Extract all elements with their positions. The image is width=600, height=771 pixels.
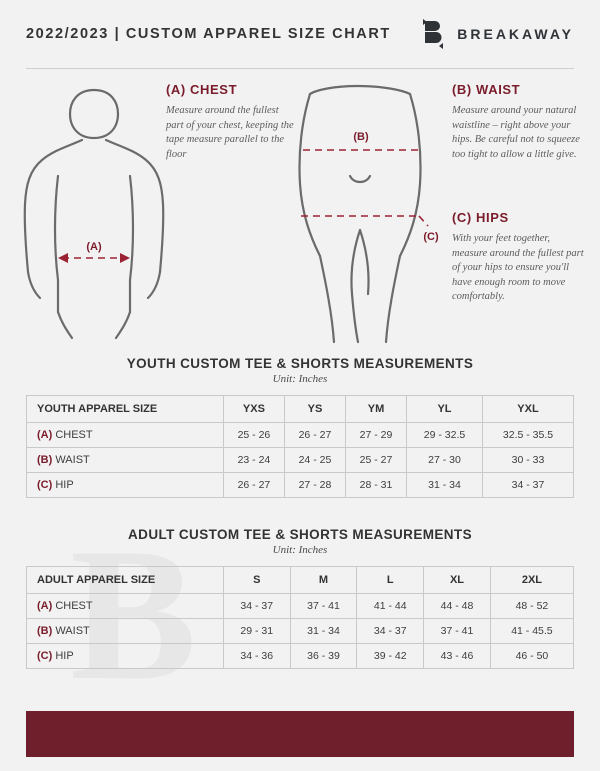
adult-cell-1-0: 29 - 31 [223, 619, 290, 644]
adult-cell-0-4: 48 - 52 [490, 594, 573, 619]
callout-hips [452, 210, 584, 305]
adult-row-0-label [27, 594, 224, 619]
adult-header-5: 2XL [490, 567, 573, 594]
youth-cell-0-0: 25 - 26 [223, 423, 284, 448]
adult-cell-1-1: 31 - 34 [290, 619, 357, 644]
adult-cell-2-2: 39 - 42 [357, 644, 424, 669]
youth-cell-1-1: 24 - 25 [284, 448, 345, 473]
header-divider [26, 68, 574, 69]
youth-cell-2-1: 27 - 28 [284, 473, 345, 498]
youth-cell-0-3: 29 - 32.5 [407, 423, 483, 448]
youth-title: YOUTH CUSTOM TEE & SHORTS MEASUREMENTS [126, 356, 474, 371]
youth-cell-0-1: 26 - 27 [284, 423, 345, 448]
adult-cell-2-1: 36 - 39 [290, 644, 357, 669]
youth-cell-1-4: 30 - 33 [483, 448, 574, 473]
adult-header-row [27, 567, 574, 594]
adult-cell-0-3: 44 - 48 [424, 594, 491, 619]
marker-b: (B) [37, 454, 53, 466]
marker-a: (A) [37, 429, 53, 441]
adult-row-2-label [27, 644, 224, 669]
adult-cell-0-2: 41 - 44 [357, 594, 424, 619]
youth-cell-2-0: 26 - 27 [223, 473, 284, 498]
youth-row-2-name: HIP [52, 479, 74, 491]
adult-cell-1-4: 41 - 45.5 [490, 619, 573, 644]
page-title: 2022/2023 | CUSTOM APPAREL SIZE CHART [26, 26, 391, 42]
youth-unit: Unit: Inches [272, 373, 328, 385]
callout-waist-text: Measure around your natural waistline – right above your hips. Be careful not to squeeze too tight to allow a little give. [452, 105, 580, 160]
torso-figure [14, 80, 174, 348]
breakaway-logo-icon [421, 19, 445, 49]
hip-marker-label: (C) [423, 231, 439, 243]
youth-header-5: YXL [483, 396, 574, 423]
waist-marker-label: (B) [353, 131, 369, 143]
adult-header-3: L [357, 567, 424, 594]
callout-hips-text: With your feet together, measure around the fullest part of your hips to ensure you'll have enough room to move comfortably. [452, 233, 584, 302]
youth-cell-1-2: 25 - 27 [345, 448, 406, 473]
youth-cell-0-2: 27 - 29 [345, 423, 406, 448]
callout-chest [166, 82, 296, 162]
callout-hips-title: (C) HIPS [452, 210, 509, 225]
table-row [27, 619, 574, 644]
adult-title: ADULT CUSTOM TEE & SHORTS MEASUREMENTS [128, 527, 472, 542]
adult-header-1: S [223, 567, 290, 594]
youth-header-3: YM [345, 396, 406, 423]
illustration-area [0, 72, 600, 350]
hips-figure [276, 80, 446, 348]
adult-cell-0-1: 37 - 41 [290, 594, 357, 619]
youth-size-table [26, 395, 574, 498]
youth-header-0: YOUTH APPAREL SIZE [27, 396, 224, 423]
youth-row-0-name: CHEST [52, 429, 93, 441]
brand-name: BREAKAWAY [457, 26, 574, 42]
youth-header-1: YXS [223, 396, 284, 423]
youth-row-0-label [27, 423, 224, 448]
adult-header-4: XL [424, 567, 491, 594]
adult-cell-0-0: 34 - 37 [223, 594, 290, 619]
table-row [27, 448, 574, 473]
youth-section [26, 356, 574, 498]
adult-row-1-label [27, 619, 224, 644]
youth-cell-2-4: 34 - 37 [483, 473, 574, 498]
brand-lockup [421, 19, 574, 49]
youth-cell-0-4: 32.5 - 35.5 [483, 423, 574, 448]
page-header [0, 0, 600, 68]
youth-header-row [27, 396, 574, 423]
adult-cell-1-2: 34 - 37 [357, 619, 424, 644]
adult-header-0: ADULT APPAREL SIZE [27, 567, 224, 594]
youth-cell-1-0: 23 - 24 [223, 448, 284, 473]
adult-header-2: M [290, 567, 357, 594]
youth-cell-2-3: 31 - 34 [407, 473, 483, 498]
table-row [27, 594, 574, 619]
youth-row-1-name: WAIST [52, 454, 90, 466]
adult-row-1-name: WAIST [52, 625, 90, 637]
youth-row-1-label [27, 448, 224, 473]
callout-chest-text: Measure around the fullest part of your chest, keeping the tape measure parallel to the floor [166, 105, 294, 160]
adult-cell-1-3: 37 - 41 [424, 619, 491, 644]
marker-c: (C) [37, 479, 53, 491]
youth-row-2-label [27, 473, 224, 498]
adult-section [26, 527, 574, 669]
adult-row-0-name: CHEST [52, 600, 93, 612]
callout-chest-title: (A) CHEST [166, 82, 238, 97]
callout-waist [452, 82, 582, 162]
adult-row-2-name: HIP [52, 650, 74, 662]
adult-cell-2-3: 43 - 46 [424, 644, 491, 669]
footer-bar [26, 711, 574, 757]
table-row [27, 473, 574, 498]
chest-marker-label: (A) [86, 241, 102, 253]
marker-c: (C) [37, 650, 53, 662]
table-row [27, 423, 574, 448]
adult-cell-2-0: 34 - 36 [223, 644, 290, 669]
youth-header-2: YS [284, 396, 345, 423]
callout-waist-title: (B) WAIST [452, 82, 521, 97]
adult-unit: Unit: Inches [272, 544, 328, 556]
adult-cell-2-4: 46 - 50 [490, 644, 573, 669]
hip-measure-line [301, 216, 428, 226]
youth-header-4: YL [407, 396, 483, 423]
marker-a: (A) [37, 600, 53, 612]
marker-b: (B) [37, 625, 53, 637]
youth-cell-1-3: 27 - 30 [407, 448, 483, 473]
youth-cell-2-2: 28 - 31 [345, 473, 406, 498]
adult-size-table [26, 566, 574, 669]
table-row [27, 644, 574, 669]
